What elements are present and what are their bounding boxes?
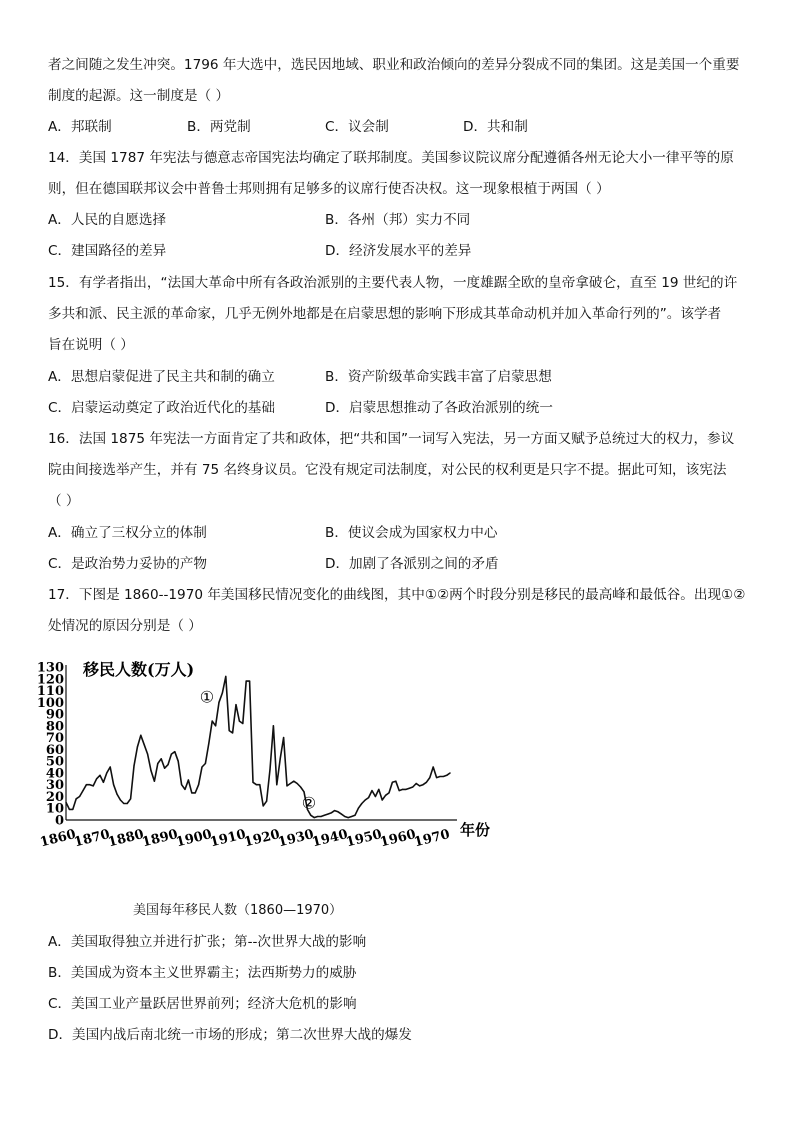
data-point: [358, 808, 359, 809]
data-point: [361, 803, 362, 804]
q13-option-b: B．两党制: [187, 119, 251, 135]
data-point: [399, 790, 400, 791]
data-point: [436, 777, 437, 778]
data-point: [259, 784, 260, 785]
y-tick-label: 100: [36, 695, 64, 711]
data-point: [405, 789, 406, 790]
data-point: [235, 704, 236, 705]
data-point: [256, 784, 257, 785]
q15-option-c: C．启蒙运动奠定了政治近代化的基础: [48, 400, 275, 416]
x-axis-label: 年份: [460, 821, 491, 839]
x-tick-label: 1870: [72, 827, 112, 851]
data-point: [147, 753, 148, 754]
x-tick-label: 1880: [106, 827, 146, 851]
data-point: [76, 798, 77, 799]
q17-option-a: A．美国取得独立并进行扩张；第--次世界大战的影响: [48, 934, 367, 950]
x-tick-label: 1900: [174, 827, 214, 851]
data-point: [242, 723, 243, 724]
data-point: [314, 817, 315, 818]
q17-option-d: D．美国内战后南北统一市场的形成；第二次世界大战的爆发: [48, 1027, 412, 1043]
q17-stem-line-2: 处情况的原因分别是（ ）: [48, 618, 202, 634]
data-point: [351, 816, 352, 817]
annotation-marker: ①: [199, 687, 215, 707]
data-point: [205, 763, 206, 764]
y-tick-label: 70: [45, 731, 64, 747]
data-point: [341, 814, 342, 815]
q13-option-c: C．议会制: [325, 119, 389, 135]
data-point: [334, 810, 335, 811]
data-point: [433, 766, 434, 767]
y-tick-label: 10: [45, 801, 64, 817]
data-point: [137, 746, 138, 747]
data-point: [106, 772, 107, 773]
data-point: [354, 815, 355, 816]
data-point: [212, 721, 213, 722]
y-tick-label: 40: [45, 766, 64, 782]
data-point: [239, 721, 240, 722]
data-point: [86, 784, 87, 785]
data-point: [283, 737, 284, 738]
data-point: [79, 796, 80, 797]
y-tick-label: 90: [45, 707, 64, 723]
data-point: [303, 791, 304, 792]
data-point: [208, 743, 209, 744]
data-point: [327, 814, 328, 815]
q15-option-b: B．资产阶级革命实践丰富了启蒙思想: [325, 369, 552, 385]
data-point: [324, 815, 325, 816]
data-point: [371, 790, 372, 791]
x-tick-label: 1890: [140, 827, 180, 851]
data-point: [320, 816, 321, 817]
data-point: [375, 796, 376, 797]
x-tick-label: 1860: [38, 827, 78, 851]
y-tick-label: 120: [36, 672, 64, 688]
x-tick-label: 1940: [310, 827, 350, 851]
data-point: [229, 730, 230, 731]
data-point: [188, 779, 189, 780]
q13-stem-line-1: 者之间随之发生冲突。1796 年大选中，选民因地域、职业和政治倾向的差异分裂成不同的集团。这是美国一个重要: [48, 57, 740, 73]
data-point: [65, 802, 66, 803]
data-point: [120, 799, 121, 800]
data-point: [181, 784, 182, 785]
q15-option-d: D．启蒙思想推动了各政治派别的统一: [325, 400, 553, 416]
data-point: [422, 784, 423, 785]
data-point: [409, 788, 410, 789]
data-point: [123, 803, 124, 804]
q15-stem-line-1: 15．有学者指出，“法国大革命中所有各政治派别的主要代表人物，一度雄踞全欧的皇帝拿破仑，直至 19 世纪的许: [48, 275, 738, 291]
x-axis-tick-labels: [39, 827, 452, 850]
data-point: [446, 775, 447, 776]
data-point: [368, 797, 369, 798]
data-point: [167, 764, 168, 765]
data-point: [395, 781, 396, 782]
data-point: [365, 799, 366, 800]
q14-option-d: D．经济发展水平的差异: [325, 243, 472, 259]
data-point: [191, 792, 192, 793]
data-point: [273, 725, 274, 726]
data-point: [232, 732, 233, 733]
y-tick-label: 80: [45, 719, 64, 735]
data-point: [246, 681, 247, 682]
data-point: [416, 783, 417, 784]
chart-annotations: [200, 687, 316, 812]
data-point: [225, 676, 226, 677]
x-tick-label: 1930: [276, 827, 316, 851]
annotation-marker: ②: [301, 793, 317, 813]
q14-stem-line-1: 14．美国 1787 年宪法与德意志帝国宪法均确定了联邦制度。美国参议院议席分配遵循各州无论大小一律平等的原: [48, 150, 734, 166]
q16-option-a: A．确立了三权分立的体制: [48, 525, 207, 541]
data-point: [293, 781, 294, 782]
data-point: [69, 809, 70, 810]
data-point: [130, 798, 131, 799]
data-point: [133, 765, 134, 766]
data-point: [72, 809, 73, 810]
q14-option-a: A．人民的自愿选择: [48, 212, 167, 228]
immigration-line-chart: [30, 650, 500, 865]
y-axis-tick-labels: [37, 661, 64, 829]
data-point: [388, 792, 389, 793]
data-point: [297, 783, 298, 784]
q15-option-a: A．思想启蒙促进了民主共和制的确立: [48, 369, 275, 385]
data-point: [249, 681, 250, 682]
data-point: [439, 776, 440, 777]
data-point: [426, 782, 427, 783]
data-point: [201, 766, 202, 767]
q17-stem-line-1: 17．下图是 1860--1970 年美国移民情况变化的曲线图，其中①②两个时段分别是移民的最高峰和最低谷。出现①②: [48, 587, 746, 603]
q17-option-b: B．美国成为资本主义世界霸主；法西斯势力的威胁: [48, 965, 357, 981]
q17-option-c: C．美国工业产量跃居世界前列；经济大危机的影响: [48, 996, 357, 1012]
data-point: [93, 785, 94, 786]
q13-option-a: A．邦联制: [48, 119, 112, 135]
q16-stem-line-1: 16．法国 1875 年宪法一方面肯定了共和政体，把“共和国”一词写入宪法，另一方面又赋予总统过大的权力，参议: [48, 431, 735, 447]
data-point: [103, 782, 104, 783]
data-point: [198, 784, 199, 785]
data-point: [310, 815, 311, 816]
data-point: [96, 778, 97, 779]
data-point: [113, 784, 114, 785]
data-point: [290, 783, 291, 784]
data-point: [215, 725, 216, 726]
data-point: [161, 758, 162, 759]
data-point: [300, 786, 301, 787]
data-point: [154, 781, 155, 782]
data-point: [99, 775, 100, 776]
data-point: [184, 789, 185, 790]
data-point: [344, 816, 345, 817]
data-point: [392, 782, 393, 783]
y-axis-label: 移民人数(万人): [83, 660, 195, 679]
series-points: [65, 676, 450, 818]
y-tick-label: 30: [45, 778, 64, 794]
data-point: [174, 751, 175, 752]
data-point: [385, 795, 386, 796]
data-point: [276, 784, 277, 785]
x-tick-label: 1960: [378, 827, 418, 851]
data-point: [263, 805, 264, 806]
q14-option-c: C．建国路径的差异: [48, 243, 167, 259]
data-point: [348, 817, 349, 818]
data-point: [157, 763, 158, 764]
data-point: [412, 786, 413, 787]
immigration-series-line: [66, 676, 450, 817]
data-point: [150, 770, 151, 771]
q16-stem-line-2: 院由间接选举产生，并有 75 名终身议员。它没有规定司法制度，对公民的权利更是只字不提。据此可知，该宪法: [48, 462, 727, 478]
data-point: [382, 799, 383, 800]
x-tick-label: 1910: [208, 827, 248, 851]
data-point: [317, 816, 318, 817]
y-tick-label: 130: [36, 660, 64, 676]
data-point: [127, 803, 128, 804]
data-point: [178, 761, 179, 762]
data-point: [116, 794, 117, 795]
data-point: [89, 784, 90, 785]
x-tick-label: 1950: [344, 827, 384, 851]
data-point: [331, 812, 332, 813]
data-point: [280, 758, 281, 759]
data-point: [144, 744, 145, 745]
q16-option-b: B．使议会成为国家权力中心: [325, 525, 498, 541]
q16-stem-line-3: （ ）: [48, 493, 80, 509]
q14-option-b: B．各州（邦）实力不同: [325, 212, 471, 228]
data-point: [140, 735, 141, 736]
data-point: [218, 702, 219, 703]
y-tick-label: 0: [54, 813, 64, 829]
data-point: [252, 782, 253, 783]
q13-option-d: D．共和制: [463, 119, 528, 135]
y-tick-label: 110: [36, 684, 64, 700]
chart-caption: 美国每年移民人数（1860—1970）: [133, 903, 343, 918]
q16-option-c: C．是政治势力妥协的产物: [48, 556, 208, 572]
x-tick-label: 1970: [412, 827, 452, 851]
data-point: [195, 792, 196, 793]
y-tick-label: 20: [45, 789, 64, 805]
q15-stem-line-3: 旨在说明（ ）: [48, 337, 134, 353]
data-point: [82, 790, 83, 791]
data-point: [450, 772, 451, 773]
y-tick-label: 50: [45, 754, 64, 770]
data-point: [337, 811, 338, 812]
q15-stem-line-2: 多共和派、民主派的革命家，几乎无例外地都是在启蒙思想的影响下形成其革命动机并加入革命行列的”。该学者: [48, 306, 722, 322]
data-point: [419, 785, 420, 786]
data-point: [222, 692, 223, 693]
data-point: [443, 776, 444, 777]
q16-option-d: D．加剧了各派别之间的矛盾: [325, 556, 499, 572]
y-tick-label: 60: [45, 742, 64, 758]
q14-stem-line-2: 则，但在德国联邦议会中普鲁士邦则拥有足够多的议席行使否决权。这一现象根植于两国（ ）: [48, 181, 610, 197]
data-point: [266, 801, 267, 802]
data-point: [110, 766, 111, 767]
data-point: [269, 769, 270, 770]
data-point: [286, 785, 287, 786]
data-point: [164, 768, 165, 769]
q13-stem-line-2: 制度的起源。这一制度是（ ）: [48, 88, 230, 104]
data-point: [402, 789, 403, 790]
data-point: [378, 789, 379, 790]
data-point: [429, 777, 430, 778]
data-point: [171, 753, 172, 754]
x-tick-label: 1920: [242, 827, 282, 851]
